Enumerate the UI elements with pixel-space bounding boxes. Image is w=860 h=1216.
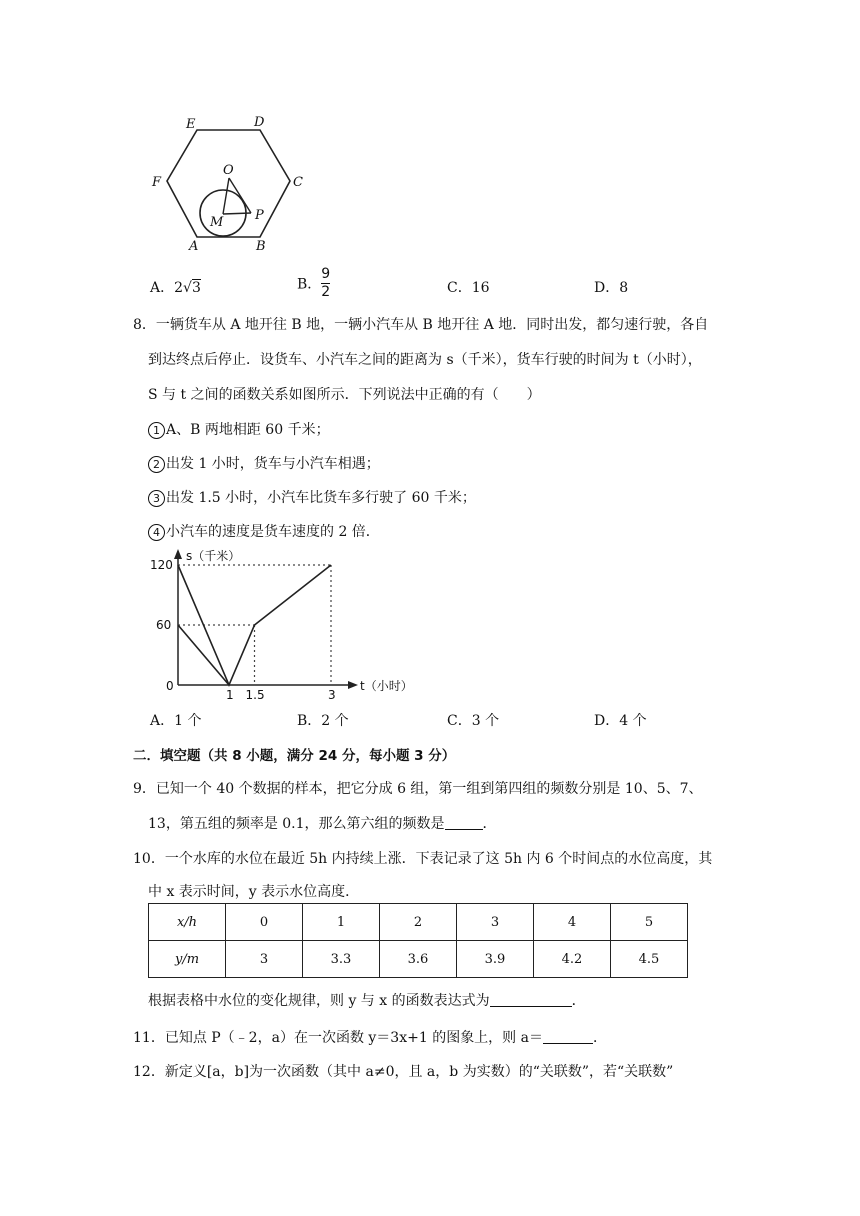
q10-line-2: 中 x 表示时间，y 表示水位高度． [148,884,360,900]
q8-statement-1 [148,419,330,439]
distance-time-chart [150,545,420,705]
label-d: D [254,115,265,130]
table-cell: 3 [226,941,303,978]
table-cell: 3.3 [303,941,380,978]
q9-end: ． [482,816,497,832]
segment-op [229,178,251,213]
answer-blank[interactable] [490,992,572,1007]
q10-line-3-text: 根据表格中水位的变化规律，则 y 与 x 的函数表达式为 [148,993,490,1009]
hexagon-figure [140,110,320,255]
q7-option-c: C．16 [447,280,490,296]
q8-statement-4 [148,521,380,541]
x-axis-label: t（小时） [360,679,413,693]
table-cell: 3 [457,904,534,941]
segment-om [223,178,229,214]
water-level-table [148,903,688,978]
q7-option-a-label: A． [150,280,175,296]
table-row [149,904,688,941]
q8-statement-4-text: 小汽车的速度是货车速度的 2 倍． [166,524,380,540]
series-line-secondary [178,625,229,685]
q7-option-b [297,267,330,300]
circle-number-2: 2 [148,456,165,473]
q8-line-1: 8．一辆货车从 A 地开往 B 地，一辆小汽车从 B 地开往 A 地．同时出发，都匀速行驶，各自 [133,317,709,333]
fraction-numerator: 9 [321,266,331,282]
x-tick-label: 0 [166,679,174,693]
answer-blank[interactable] [445,815,483,830]
circle-number-3: 3 [148,490,165,507]
table-cell: 3.9 [457,941,534,978]
table-cell: 3.6 [380,941,457,978]
q8-statement-2-text: 出发 1 小时，货车与小汽车相遇； [166,456,380,472]
table-cell: 2 [380,904,457,941]
table-cell: 0 [226,904,303,941]
q9-line-1: 9．已知一个 40 个数据的样本，把它分成 6 组，第一组到第四组的频数分别是 10、5、7、 [133,781,703,797]
table-cell: 1 [303,904,380,941]
q10-end: ． [571,993,586,1009]
segment-mp [223,213,251,214]
q9-line-2 [148,813,497,833]
fraction-denominator: 2 [321,284,331,300]
x-axis-arrow [348,681,358,689]
x-tick-label: 1 [226,688,234,702]
y-axis-arrow [174,549,182,559]
q7-option-b-label: B． [297,276,322,293]
label-e: E [186,117,196,132]
q11-end: ． [592,1030,607,1046]
x-tick-label: 3 [328,688,336,702]
q8-statement-3 [148,487,476,507]
circle-number-4: 4 [148,524,165,541]
y-tick-label: 120 [150,558,173,572]
q7-option-a-radicand: 3 [191,280,201,296]
table-row [149,941,688,978]
q8-option-c: C．3 个 [447,713,500,729]
q7-option-a [150,277,201,297]
q10-line-1: 10．一个水库的水位在最近 5h 内持续上涨．下表记录了这 5h 内 6 个时间点的水位高度，其 [133,851,713,867]
q7-option-b-fraction [321,267,330,300]
q8-statement-2 [148,453,380,473]
label-a: A [189,239,199,254]
y-axis-label: s（千米） [186,549,241,563]
y-tick-label: 60 [156,618,172,632]
label-m: M [210,215,224,230]
q10-line-3 [148,990,586,1010]
q9-line-2-text: 13，第五组的频率是 0.1，那么第六组的频数是 [148,816,445,832]
table-cell: 4.2 [534,941,611,978]
table-cell: 4 [534,904,611,941]
label-c: C [293,175,303,190]
label-b: B [256,239,266,254]
q12-line: 12．新定义[a，b]为一次函数（其中 a≠0，且 a，b 为实数）的“关联数”，若“关联数” [133,1064,674,1080]
answer-blank[interactable] [543,1029,593,1044]
label-f: F [152,175,162,190]
q8-option-d: D．4 个 [594,713,647,729]
table-cell: 5 [611,904,688,941]
q7-option-d: D．8 [594,280,629,296]
x-tick-label: 1.5 [245,688,265,702]
section-title: 二．填空题（共 8 小题，满分 24 分，每小题 3 分） [133,748,456,764]
table-cell: 4.5 [611,941,688,978]
q7-option-a-coef: 2 [174,280,184,296]
circle-number-1: 1 [148,422,165,439]
q8-option-a: A．1 个 [150,713,202,729]
q8-statement-3-text: 出发 1.5 小时，小汽车比货车多行驶了 60 千米； [166,490,476,506]
q8-line-2: 到达终点后停止．设货车、小汽车之间的距离为 s（千米），货车行驶的时间为 t（小时）， [148,352,702,368]
table-cell: x/h [149,904,226,941]
label-p: P [255,208,264,223]
table-cell: y/m [149,941,226,978]
sqrt-symbol: √ [183,280,192,296]
q11-line [133,1027,607,1047]
q8-statement-1-text: A、B 两地相距 60 千米； [166,422,330,438]
q8-option-b: B．2 个 [297,713,349,729]
q11-text: 11．已知点 P（﹣2，a）在一次函数 y＝3x+1 的图象上，则 a＝ [133,1030,543,1046]
q8-line-3: S 与 t 之间的函数关系如图所示．下列说法中正确的有（ ） [148,387,541,403]
label-o: O [223,163,234,178]
